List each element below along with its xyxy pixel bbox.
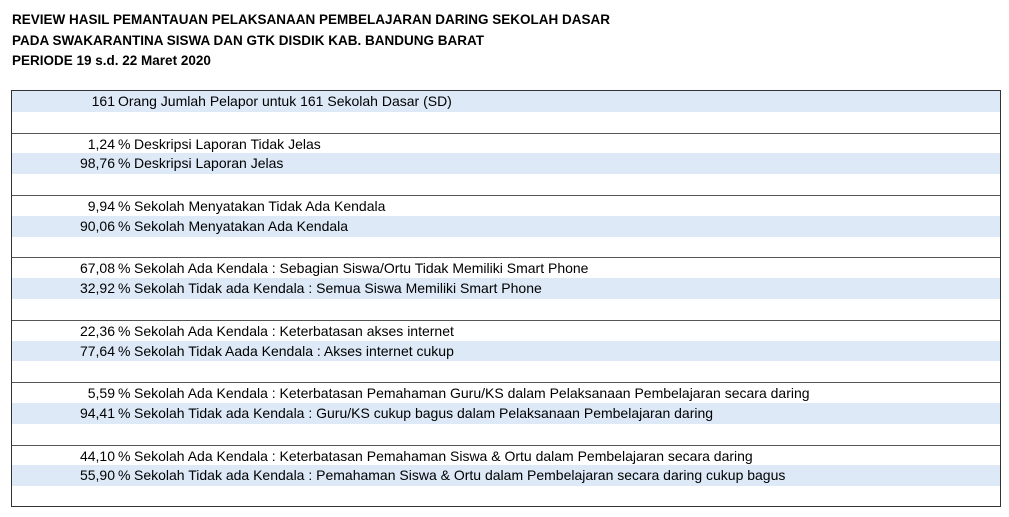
report-title-line-2: PADA SWAKARANTINA SISWA DAN GTK DISDIK KAB. BANDUNG BARAT (12, 32, 484, 48)
report-table (11, 90, 1001, 507)
table-row (12, 195, 1000, 216)
row-text: Sekolah Ada Kendala : Keterbatasan Pemahaman Guru/KS dalam Pelaksanaan Pembelajaran secara daring (134, 385, 810, 402)
row-percent-sign: % (118, 135, 131, 152)
table-row (12, 403, 1000, 424)
row-text: Deskripsi Laporan Tidak Jelas (134, 135, 321, 152)
table-row (12, 278, 1000, 299)
row-text: Sekolah Ada Kendala : Keterbatasan akses internet (134, 322, 454, 339)
row-text: Sekolah Tidak ada Kendala : Pemahaman Siswa & Ortu dalam Pembelajaran secara daring cukup bagus (134, 467, 786, 484)
row-text: Sekolah Tidak ada Kendala : Guru/KS cukup bagus dalam Pelaksanaan Pembelajaran daring (134, 404, 714, 421)
spacer-row (12, 299, 1000, 320)
row-percent-sign: % (118, 322, 131, 339)
row-percent-sign: % (118, 155, 131, 172)
report-title-line-1: REVIEW HASIL PEMANTAUAN PELAKSANAAN PEMBELAJARAN DARING SEKOLAH DASAR (12, 12, 611, 27)
spacer-row (12, 112, 1000, 133)
table-row (12, 153, 1000, 174)
row-text: Sekolah Menyatakan Tidak Ada Kendala (134, 197, 386, 214)
spacer-row (12, 424, 1000, 445)
row-percent-sign: % (118, 385, 131, 402)
table-row (12, 382, 1000, 403)
row-text: Sekolah Ada Kendala : Sebagian Siswa/Ortu Tidak Memiliki Smart Phone (134, 260, 589, 277)
table-row (12, 257, 1000, 278)
row-value: 22,36 (79, 322, 115, 339)
table-row (12, 320, 1000, 341)
row-value: 32,92 (79, 280, 115, 297)
row-value: 77,64 (79, 342, 115, 359)
row-value: 5,59 (87, 385, 115, 402)
row-percent-sign: % (118, 467, 131, 484)
row-value: 90,06 (79, 217, 115, 234)
row-percent-sign: % (118, 197, 131, 214)
row-text: Sekolah Ada Kendala : Keterbatasan Pemahaman Siswa & Ortu dalam Pembelajaran secara daring (134, 447, 753, 464)
row-percent-sign: % (118, 342, 131, 359)
row-percent-sign: % (118, 447, 131, 464)
table-row (12, 341, 1000, 362)
row-text: Sekolah Menyatakan Ada Kendala (134, 217, 349, 234)
summary-text: Orang Jumlah Pelapor untuk 161 Sekolah Dasar (SD) (118, 93, 452, 109)
spacer-row (12, 174, 1000, 195)
row-value: 94,41 (79, 404, 115, 421)
row-text: Sekolah Tidak Aada Kendala : Akses internet cukup (134, 342, 454, 359)
spacer-row (12, 361, 1000, 382)
summary-row (12, 91, 1000, 112)
row-percent-sign: % (118, 217, 131, 234)
row-text: Sekolah Tidak ada Kendala : Semua Siswa Memiliki Smart Phone (134, 280, 542, 297)
row-value: 1,24 (87, 135, 115, 152)
table-row (12, 465, 1000, 486)
report-period: PERIODE 19 s.d. 22 Maret 2020 (12, 53, 211, 68)
row-value: 98,76 (79, 155, 115, 172)
row-value: 44,10 (79, 447, 115, 464)
summary-value: 161 (91, 93, 115, 109)
row-percent-sign: % (118, 260, 131, 277)
row-percent-sign: % (118, 280, 131, 297)
row-value: 55,90 (79, 467, 115, 484)
report-table-body (12, 91, 1000, 486)
row-percent-sign: % (118, 404, 131, 421)
table-row (12, 216, 1000, 237)
row-value: 67,08 (79, 260, 115, 277)
report-header (12, 10, 610, 72)
row-text: Deskripsi Laporan Jelas (134, 155, 284, 172)
table-row (12, 445, 1000, 466)
table-row (12, 133, 1000, 154)
row-value: 9,94 (87, 197, 115, 214)
spacer-row (12, 237, 1000, 258)
